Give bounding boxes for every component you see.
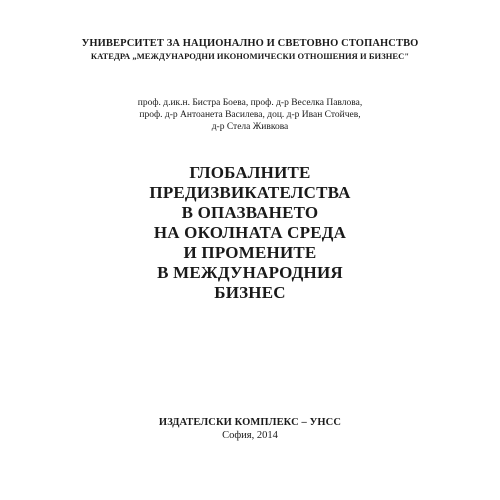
department-name: КАТЕДРА „МЕЖДУНАРОДНИ ИКОНОМИЧЕСКИ ОТНОШЕНИЯ И БИЗНЕС" (90, 51, 410, 61)
publisher-name: ИЗДАТЕЛСКИ КОМПЛЕКС – УНСС (158, 417, 342, 428)
title-line: ГЛОБАЛНИТЕ (189, 163, 311, 182)
author-line: проф. д-р Антоанета Василева, доц. д-р Иван Стойчев, (139, 110, 361, 120)
title-line: НА ОКОЛНАТА СРЕДА (153, 223, 347, 242)
title-line: В ОПАЗВАНЕТО (181, 203, 319, 222)
title-line: ПРЕДИЗВИКАТЕЛСТВА (149, 183, 351, 202)
publisher-block (0, 416, 500, 442)
author-list (0, 97, 500, 133)
title-line: В МЕЖДУНАРОДНИЯ (157, 263, 343, 282)
author-line: д-р Стела Живкова (211, 122, 289, 132)
publication-place-year: София, 2014 (222, 430, 278, 441)
author-line: проф. д.ик.н. Бистра Боева, проф. д-р Веселка Павлова, (137, 98, 363, 108)
university-name: УНИВЕРСИТЕТ ЗА НАЦИОНАЛНО И СВЕТОВНО СТОПАНСТВО (81, 38, 419, 49)
title-line: БИЗНЕС (214, 283, 286, 302)
institution-header (0, 38, 500, 62)
book-title (0, 163, 500, 303)
title-line: И ПРОМЕНИТЕ (183, 243, 317, 262)
